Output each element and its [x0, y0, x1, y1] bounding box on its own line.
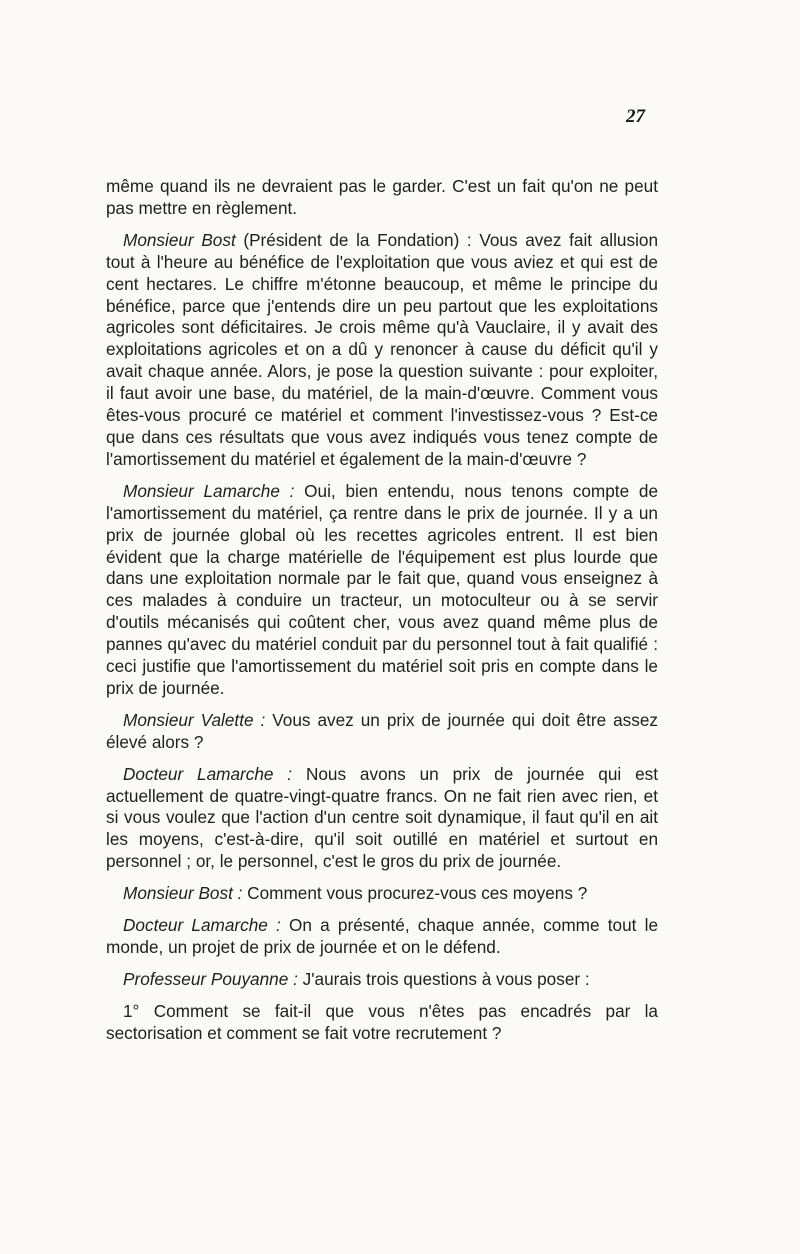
paragraph-valette-question	[106, 710, 658, 754]
paragraph-text: Vous avez un prix de journée qui doit être assez élevé alors ?	[106, 709, 659, 752]
speaker-name: Monsieur Valette :	[123, 709, 266, 730]
paragraph-text: Nous avons un prix de journée qui est actuellement de quatre-vingt-quatre francs. On ne fait rien avec rien, et si vous voulez que l'action d'un centre soit dynamique, il faut qu'il en ait les moyens, c'est-à-dire, qu'il soit outillé en matériel et surtout en personnel ; or, le personnel, c'est le gros du prix de journée.	[106, 763, 659, 872]
paragraph-lamarche-project	[106, 915, 658, 959]
paragraph-text: Oui, bien entendu, nous tenons compte de l'amortissement du matériel, ça rentre dans le prix de journée. Il y a un prix de journée global où les recettes agricoles entrent. Il est bien évident que la charge matérielle de l'équipement est plus lourde que dans une exploitation normale par le fait que, quand vous enseignez à ces malades à conduire un tracteur, un motoculteur ou à se servir d'outils mécanisés qui coûtent cher, vous avez quand même plus de pannes qu'avec du matériel conduit par du personnel tout à fait qualifié : ceci justifie que l'amortissement du matériel soit pris en compte dans le prix de journée.	[106, 480, 659, 698]
paragraph-text: J'aurais trois questions à vous poser :	[297, 968, 590, 989]
paragraph-question-one	[106, 1001, 658, 1045]
paragraph-text: 1° Comment se fait-il que vous n'êtes pas encadrés par la sectorisation et comment se fait votre recrutement ?	[106, 1000, 658, 1043]
speaker-name: Monsieur Bost	[123, 229, 236, 250]
paragraph-bost-means	[106, 883, 658, 905]
speaker-name: Professeur Pouyanne :	[123, 968, 298, 989]
paragraph-text: On a présenté, chaque année, comme tout le monde, un projet de prix de journée et on le défend.	[106, 915, 659, 957]
paragraph-text: même quand ils ne devraient pas le garder. C'est un fait qu'on ne peut pas mettre en règlement.	[106, 176, 658, 218]
speaker-name: Monsieur Lamarche :	[123, 480, 295, 501]
speaker-name: Monsieur Bost :	[123, 883, 243, 904]
paragraph-bost-question	[106, 230, 658, 471]
page-number: 27	[626, 106, 645, 127]
document-body	[106, 176, 658, 1055]
paragraph-lamarche-answer	[106, 481, 658, 700]
paragraph-continuation	[106, 176, 658, 220]
paragraph-pouyanne-intro	[106, 969, 658, 991]
paragraph-text: Comment vous procurez-vous ces moyens ?	[242, 883, 588, 904]
speaker-name: Docteur Lamarche :	[123, 763, 293, 784]
paragraph-text: (Président de la Fondation) : Vous avez fait allusion tout à l'heure au bénéfice de l'exploitation que vous aviez et qui est de cent hectares. Le chiffre m'étonne beaucoup, et même le principe du bénéfice, parce que j'entends dire un peu partout que les exploitations agricoles sont déficitaires. Je crois même qu'à Vauclaire, il y avait des exploitations agricoles et on a dû y renoncer à cause du déficit qu'il y avait chaque année. Alors, je pose la question suivante : pour exploiter, il faut avoir une base, du matériel, de la main-d'œuvre. Comment vous êtes-vous procuré ce matériel et comment l'investissez-vous ? Est-ce que dans ces résultats que vous avez indiqués vous tenez compte de l'amortissement du matériel et également de la main-d'œuvre ?	[106, 229, 659, 469]
paragraph-lamarche-price	[106, 764, 658, 874]
speaker-name: Docteur Lamarche :	[123, 915, 281, 936]
